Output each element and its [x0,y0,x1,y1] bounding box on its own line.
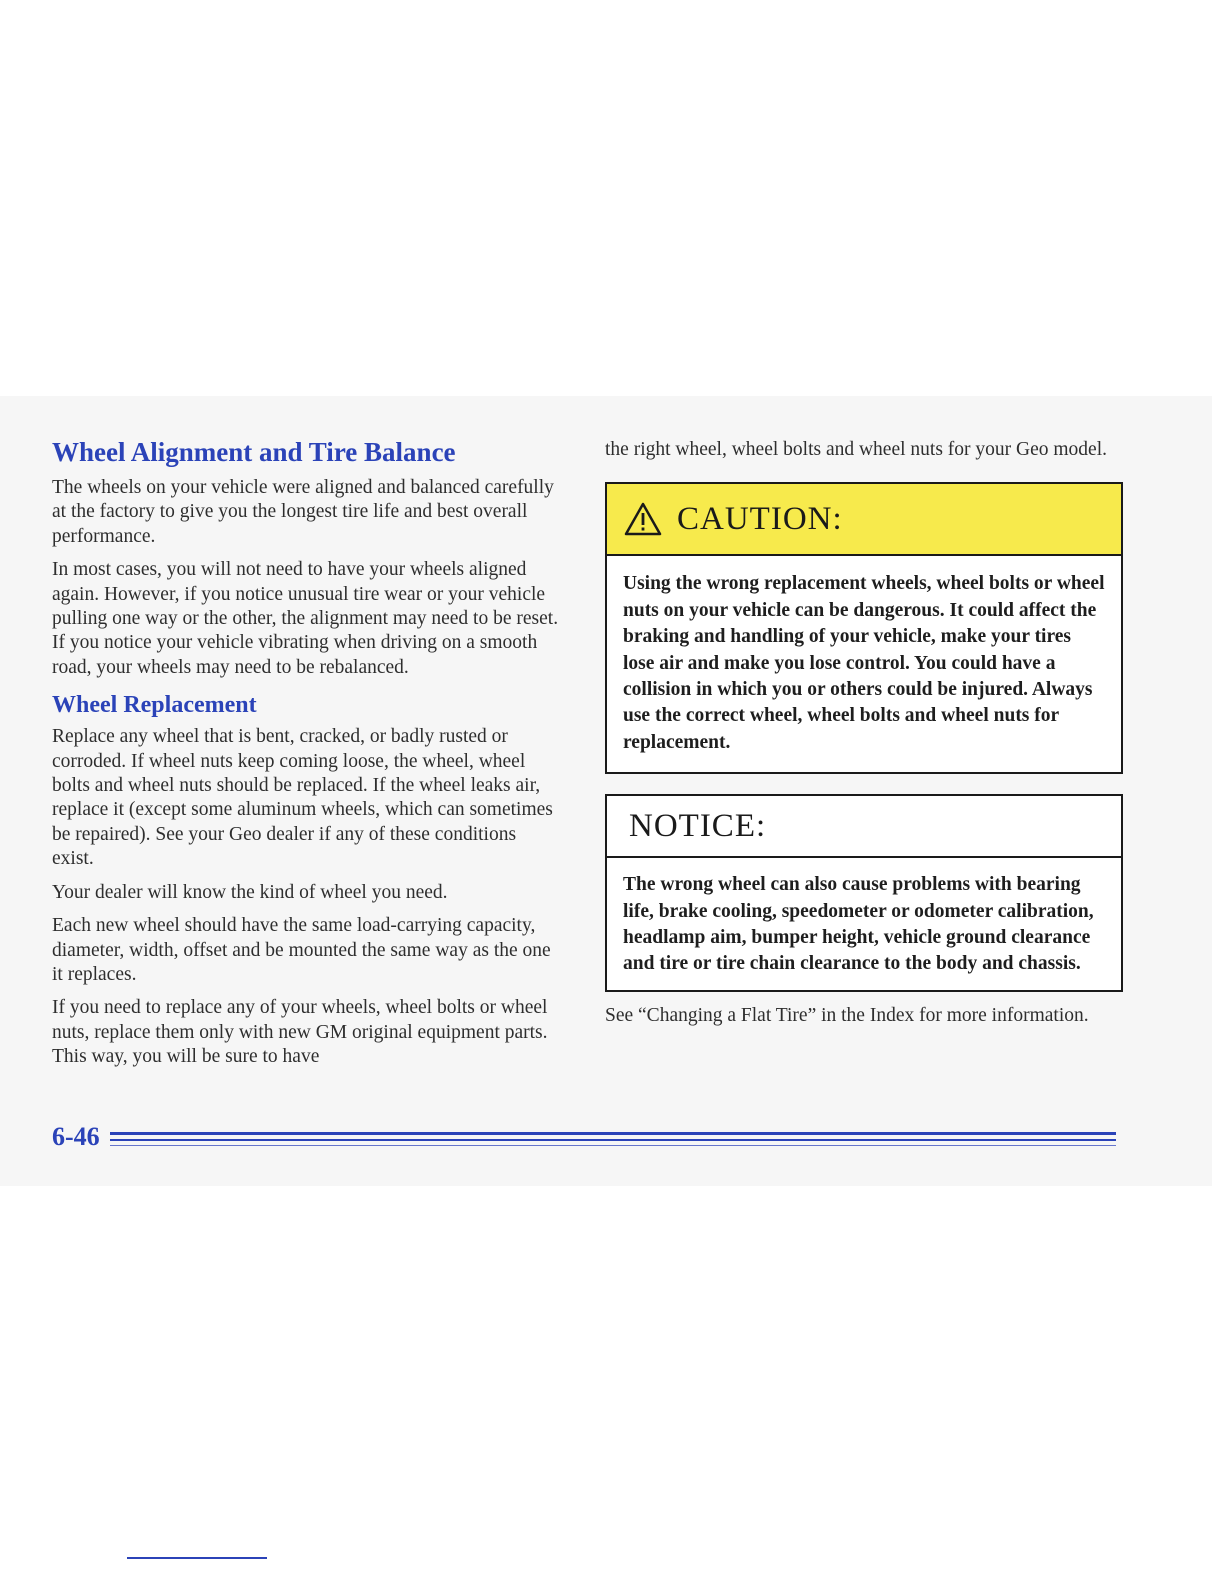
paragraph-see-also: See “Changing a Flat Tire” in the Index for more information. [605,1004,1089,1026]
caution-body: Using the wrong replacement wheels, wheel bolts or wheel nuts on your vehicle can be dangerous. It could affect the braking and handling of your vehicle, make your tires lose air and make you lose control. You could have a collision in which you or others could be injured. Always use the correct wheel, wheel bolts and wheel nuts for replacement. [623,573,1105,753]
paragraph-wheel-specs: Each new wheel should have the same load-carrying capacity, diameter, width, offset and be mounted the same way as the one it replaces. [52,915,551,985]
caution-title: CAUTION: [677,500,843,537]
paragraph-continuation: the right wheel, wheel bolts and wheel nuts for your Geo model. [605,439,1108,460]
left-column [52,434,562,1079]
paragraph-dealer: Your dealer will know the kind of wheel you need. [52,881,448,903]
section-heading-replacement: Wheel Replacement [52,692,257,719]
footer-rule [110,1132,1116,1135]
paragraph-gm-parts: If you need to replace any of your wheels, wheel bolts or wheel nuts, replace them only with new GM original equipment parts. This way, you will be sure to have [52,997,548,1068]
notice-title: NOTICE: [629,807,767,844]
caution-box [605,482,1123,774]
paragraph-alignment-intro: The wheels on your vehicle were aligned and balanced carefully at the factory to give you the longest tire life and best overall performance. [52,477,554,547]
right-column [605,438,1123,1037]
decorative-line [127,1557,267,1559]
paragraph-replacement-conditions: Replace any wheel that is bent, cracked, or badly rusted or corroded. If wheel nuts keep coming loose, the wheel, wheel bolts and wheel nuts should be replaced. If the wheel leaks air, replace it (except some aluminum wheels, which can sometimes be repaired). See your Geo dealer if any of these conditions exist. [52,726,553,870]
paragraph-alignment-details: In most cases, you will not need to have your wheels aligned again. However, if you notice unusual tire wear or your vehicle pulling one way or the other, the alignment may need to be reset. If you notice your vehicle vibrating when driving on a smooth road, your wheels may need to be rebalanced. [52,559,559,678]
caution-header [607,484,1121,556]
page-number: 6-46 [52,1122,100,1151]
notice-header [607,796,1121,858]
section-heading-alignment: Wheel Alignment and Tire Balance [52,437,456,467]
notice-box [605,794,1123,992]
footer-rule [110,1145,1116,1146]
notice-body: The wrong wheel can also cause problems with bearing life, brake cooling, speedometer or odometer calibration, headlamp aim, bumper height, vehicle ground clearance and tire or tire chain clearance to the body and chassis. [623,874,1094,975]
footer-rule [110,1139,1116,1141]
page-footer [52,1120,1118,1160]
warning-triangle-icon [623,501,663,537]
